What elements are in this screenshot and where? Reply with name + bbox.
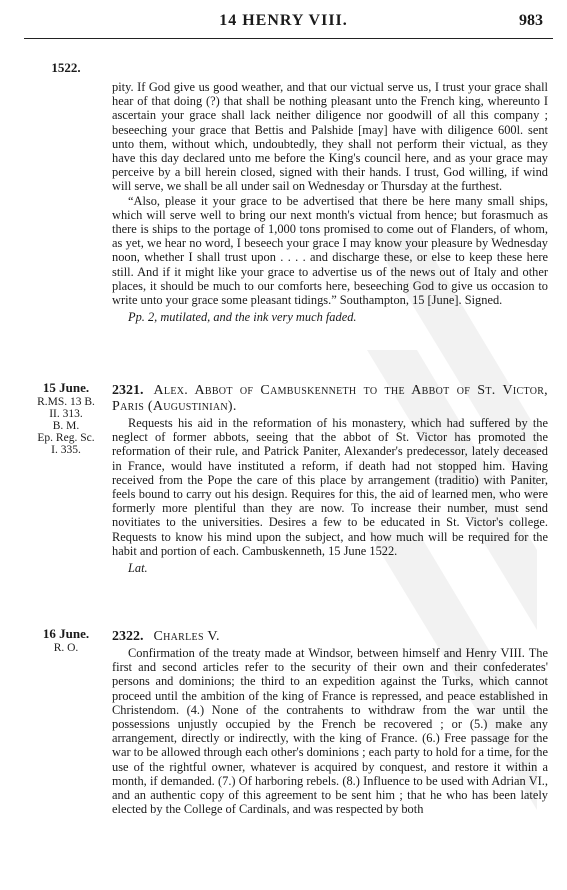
- year-marker: 1522.: [51, 60, 81, 75]
- continuation-text: [112, 80, 548, 324]
- continuation-paragraph-2: “Also, please it your grace to be advertised that there be here many small ships, which will serve well to bring our next month's victual from hence; but forasmuch as there is ships to the portage of 1,000 tons promised to come out of Flanders, of whom, as yet, we hear no word, I beseech your grace I may know your pleasure by Wednesday noon, whether I shall trust upon . . . . and discharge these, or else to keep these here still. And if it might like your grace to advertise us of the news out of Italy and other places, it should be much to our comforts here, beseeching God to give us occasion to write unto your grace some pleasant tidings.” Southampton, 15 [June]. Signed.: [112, 193, 548, 308]
- entry-2322-title: Charles V.: [153, 629, 220, 644]
- page-number: 983: [519, 12, 543, 29]
- running-head: [0, 10, 567, 36]
- entry-2322-date: 16 June.: [42, 626, 90, 641]
- entry-2321-ref-4: Ep. Reg. Sc.: [37, 432, 95, 444]
- continuation-paragraph-1: pity. If God give us good weather, and that our victual serve us, I trust your grace shall hear of that doing (?) that shall be nothing pleasant unto the French king, whereunto I ascertain your grace shall lack neither diligence nor goodwill of all this company ; beseeching your grace that Bettis and Palshide [may] have with diligence 600l. sent unto them, without which, undoubtedly, they shall not perform their victual, as they have this day declared unto me before the King's council here, and as your grace may perceive by a bill herein closed, signed with their hands. I trust, God willing, if wind will serve, we shall be all under sail on Wednesday or Thursday at the furthest.: [112, 80, 548, 194]
- entry-2322-ref-1: R. O.: [53, 642, 79, 654]
- entry-2321-title: Alex. Abbot of Cambuskenneth to the Abbot of St. Victor, Paris (Augustinian).: [112, 383, 548, 414]
- entry-2321-ref-3: B. M.: [52, 420, 80, 432]
- entry-2321-date: 15 June.: [42, 380, 90, 395]
- entry-2322-sidenote: [24, 628, 108, 654]
- entry-2322-text: Confirmation of the treaty made at Windsor, between himself and Henry VIII. The first and second articles refer to the security of their own and their confederates' persons and dominions; the third to an expedition against the Turks, which cannot proceed until the ambition of the king of France is repressed, and peace established in Christendom. (4.) None of the contrahents to withdraw from the war until the possessions unjustly occupied by the French be recovered ; or (5.) make any arrangement, directly or indirectly, with the king of France. (6.) Free passage for the war to be allowed through each other's dominions ; each party to hold for a time, for the use of the rightful owner, whatever is acquired by conquest, and restore it within a month, if demanded. (7.) Of harboring rebels. (8.) Influence to be used with Adrian VI., and an authentic copy of this agreement to be sent him ; that he who has been lately elected by the College of Cardinals, and was respected by both: [112, 646, 548, 817]
- entry-2321-ref-1: R.MS. 13 B.: [37, 396, 95, 408]
- entry-2322-number: 2322.: [112, 629, 144, 644]
- entry-2321-note: Lat.: [128, 561, 148, 576]
- entry-2321-number: 2321.: [112, 383, 144, 398]
- continuation-note: Pp. 2, mutilated, and the ink very much faded.: [128, 310, 357, 325]
- entry-2321-text: Requests his aid in the reformation of his monastery, which had suffered by the neglect of former abbots, seeing that the abbot of St. Victor has promoted the reformation of their rule, and Patrick Paniter, Alexander's predecessor, lately deceased in France, would have instituted a reform, if death had not stopped him. Having received from the Pope the care of this place by arrangement (traditio) with Paniter, feels bound to carry out his design. Requires for this, the aid of learned men, who were formerly more plentiful than they are now. To increase their number, must send novitiates to the universities. Desires a few to be educated in St. Victor's college. Requests to know his mind upon the subject, and how much will be required for the habit and portion of each. Cambuskenneth, 15 June 1522.: [112, 416, 548, 558]
- entry-2321-ref-5: I. 335.: [51, 444, 81, 456]
- entry-2321-sidenote: [24, 382, 108, 456]
- header-rule: [24, 38, 553, 39]
- entry-2321-ref-2: II. 313.: [49, 408, 83, 420]
- running-head-title: 14 HENRY VIII.: [219, 12, 348, 29]
- entry-2321: [112, 382, 548, 575]
- entry-2322: [112, 628, 548, 816]
